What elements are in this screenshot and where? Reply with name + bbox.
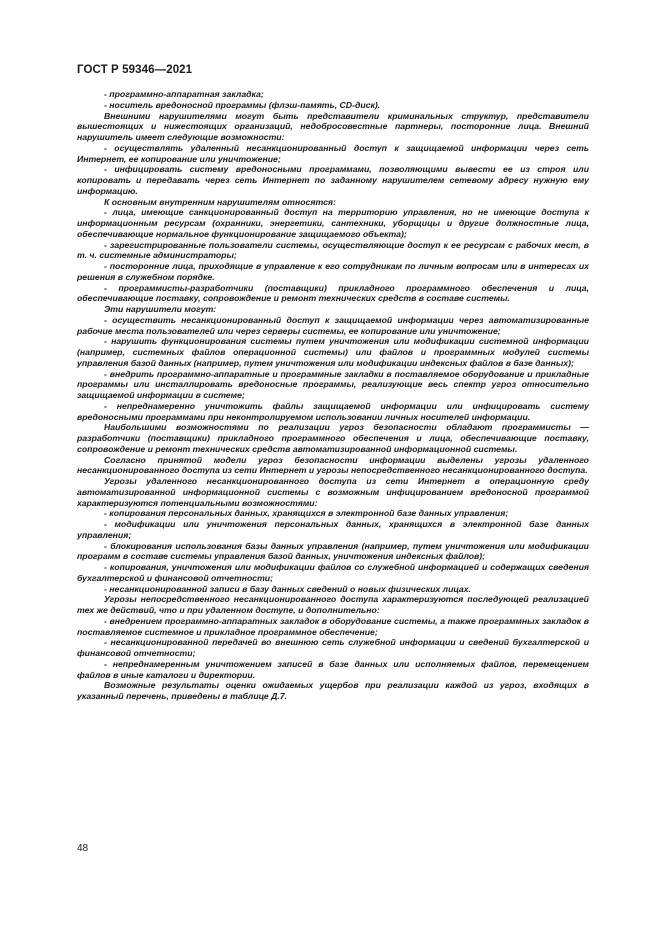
paragraph: Внешними нарушителями могут быть представители криминальных структур, представители вышестоящих и нижестоящих организаций, недобросовестные партнеры, посторонние лица. Внешний нарушитель имеет следующие возможности: xyxy=(77,110,589,142)
paragraph: Угрозы удаленного несанкционированного доступа из сети Интернет в операционную среду автоматизированной информационной системы с возможным инфицированием вредоносной программой характеризуются потенциальными возможностями: xyxy=(77,476,589,508)
paragraph: - копирования персональных данных, хранящихся в электронной базе данных управления; xyxy=(104,508,509,519)
paragraph: - блокирования использования базы данных управления (например, путем уничтожения или модификации программ в составе системы управления базой данных, уничтожения индексных файлов); xyxy=(77,540,589,562)
paragraph: Наибольшими возможностями по реализации угроз безопасности обладают программисты — разработчики (поставщики) прикладного программного обеспечения и лица, обеспечивающие поставку, сопровождение и ремонт технических средств автоматизированной информационной системы. xyxy=(77,422,589,454)
paragraph: - непреднамеренным уничтожением записей в базе данных или исполняемых файлов, перемещением файлов в иные каталоги и директории. xyxy=(77,658,589,680)
paragraph: - непреднамеренно уничтожить файлы защищаемой информации или инфицировать систему вредоносными программами при неконтролируемом использовании личных носителей информации. xyxy=(77,400,589,422)
paragraph: - носитель вредоносной программы (флэш-память, CD-диск). xyxy=(104,99,381,110)
paragraph: - внедрением программно-аппаратных закладок в оборудование системы, а также программных закладок в поставляемое системное и прикладное программное обеспечение; xyxy=(77,615,589,637)
paragraph: - осуществлять удаленный несанкционированный доступ к защищаемой информации через сеть Интернет, ее копирование или уничтожение; xyxy=(77,142,589,164)
paragraph: Угрозы непосредственного несанкционированного доступа характеризуются последующей реализацией тех же действий, что и при удаленном доступе, и дополнительно: xyxy=(77,594,589,615)
body-text xyxy=(77,89,589,702)
paragraph: Согласно принятой модели угроз безопасности информации выделены угрозы удаленного несанкционированного доступа из сети Интернет и угрозы непосредственного несанкционированного доступа. xyxy=(77,454,589,476)
paragraph: - посторонние лица, приходящие в управление к его сотрудникам по личным вопросам или в интересах их решения в служебном порядке. xyxy=(77,261,589,282)
paragraph: Возможные результаты оценки ожидаемых ущербов при реализации каждой из угроз, входящих в указанный перечень, приведены в таблице Д.7. xyxy=(77,680,589,701)
paragraph: - нарушить функционирования системы путем уничтожения или модификации системной информации (например, системных файлов операционной системы) или файлов и программных модулей системы управления базой данных (например, путем уничтожения или модификации индексных файлов в базе данных); xyxy=(77,336,589,368)
document-code-header: ГОСТ Р 59346—2021 xyxy=(77,64,193,76)
paragraph: - несанкционированной передачей во внешнюю сеть служебной информации и сведений бухгалтерской и финансовой отчетности; xyxy=(77,637,589,658)
paragraph: - лица, имеющие санкционированный доступ на территорию управления, но не имеющие доступа к информационным ресурсам (охранники, энергетики, сантехники, уборщицы и другие должностные лица, обеспечивающие нормальное функционирование защищаемого объекта); xyxy=(77,207,589,239)
paragraph: - программисты-разработчики (поставщики) прикладного программного обеспечения и лица, обеспечивающие поставку, сопровождение и ремонт технических средств в составе системы. xyxy=(77,282,589,304)
paragraph: - инфицировать систему вредоносными программами, позволяющими вывести ее из строя или копировать и передавать через сеть Интернет по заданному нарушителем сетевому адресу нужную ему информацию. xyxy=(77,164,589,196)
paragraph: - осуществить несанкционированный доступ к защищаемой информации через автоматизированные рабочие места пользователей или через серверы системы, ее копирование или уничтожение; xyxy=(77,314,589,336)
paragraph: - копирования, уничтожения или модификации файлов со служебной информацией и содержащих сведения бухгалтерской и финансовой отчетности; xyxy=(77,562,589,583)
paragraph: - внедрить программно-аппаратные и программные закладки в поставляемое оборудование и прикладные программы или инсталлировать вредоносные программы, реализующие весь спектр угроз относительно защищаемой информации в системе; xyxy=(77,368,589,400)
paragraph: К основным внутренним нарушителям относятся: xyxy=(104,196,336,207)
paragraph: - зарегистрированные пользователи системы, осуществляющие доступ к ее ресурсам с рабочих мест, в т. ч. системные администраторы; xyxy=(77,239,589,261)
paragraph: - программно-аппаратная закладка; xyxy=(104,89,264,99)
paragraph: - несанкционированной записи в базу данных сведений о новых физических лицах. xyxy=(104,583,471,594)
paragraph: - модификации или уничтожения персональных данных, хранящихся в электронной базе данных управления; xyxy=(77,519,589,540)
page-number: 48 xyxy=(77,843,89,854)
paragraph: Эти нарушители могут: xyxy=(104,304,217,314)
